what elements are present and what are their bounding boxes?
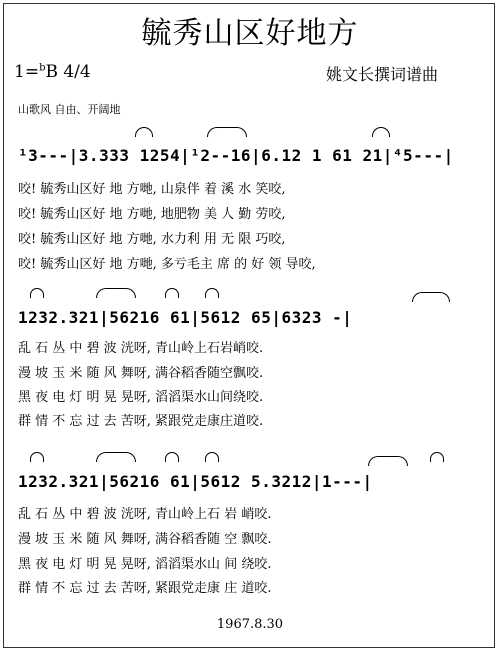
lyric-line: 乱 石 丛 中 碧 波 洸呀, 青山岭上石 岩 峭咬. bbox=[18, 507, 272, 522]
lyric-line: 咬! 毓秀山区好 地 方哋, 地肥物 美 人 勤 劳咬, bbox=[18, 207, 286, 222]
slur-arc bbox=[96, 452, 136, 462]
lyric-line: 群 情 不 忘 过 去 苦呀, 紧跟党走康庄道咬. bbox=[18, 414, 264, 429]
fermata-arc bbox=[205, 452, 219, 462]
lyric-line: 咬! 毓秀山区好 地 方哋, 水力利 用 无 限 巧咬, bbox=[18, 232, 286, 247]
notation-line-3: 1232.321|56216 61|5612 5.3212|1---| bbox=[18, 472, 373, 491]
fermata-arc bbox=[430, 452, 444, 462]
composition-date: 1967.8.30 bbox=[216, 617, 284, 632]
lyric-line: 黑 夜 电 灯 明 晃 晃呀, 滔滔渠水山间绕咬. bbox=[18, 390, 264, 405]
notation-line-1: ¹3---|3.333 1254|¹2--16|6.12 1 61 21|⁴5---| bbox=[18, 146, 454, 165]
slur-arc bbox=[412, 292, 450, 302]
performance-style: 山歌风 自由、开阔地 bbox=[18, 103, 121, 116]
lyric-line: 漫 坡 玉 米 随 风 舞呀, 满谷稻香随 空 飘咬. bbox=[18, 532, 272, 547]
lyric-line: 咬! 毓秀山区好 地 方哋, 山泉伴 着 溪 水 笑咬, bbox=[18, 182, 286, 197]
fermata-arc bbox=[165, 288, 179, 298]
lyric-line: 漫 坡 玉 米 随 风 舞呀, 满谷稻香随空飘咬. bbox=[18, 366, 264, 381]
lyric-line: 黑 夜 电 灯 明 晃 晃呀, 滔滔渠水山 间 绕咬. bbox=[18, 557, 272, 572]
slur-arc bbox=[368, 456, 408, 466]
flat-sign: b bbox=[39, 62, 46, 74]
notation-line-2: 1232.321|56216 61|5612 65|6323 -| bbox=[18, 308, 353, 327]
fermata-arc bbox=[165, 452, 179, 462]
lyric-line: 咬! 毓秀山区好 地 方哋, 多亏毛主 席 的 好 领 导咬, bbox=[18, 257, 316, 272]
key-prefix: 1= bbox=[14, 62, 40, 82]
fermata-arc bbox=[205, 288, 219, 298]
author-credit: 姚文长撰词谱曲 bbox=[326, 65, 439, 84]
slur-arc bbox=[96, 288, 136, 298]
key-and-meter: B 4/4 bbox=[45, 62, 91, 82]
lyric-line: 乱 石 丛 中 碧 波 洸呀, 青山岭上石岩峭咬. bbox=[18, 341, 264, 356]
lyric-line: 群 情 不 忘 过 去 苦呀, 紧跟党走康 庄 道咬. bbox=[18, 581, 272, 596]
slur-arc bbox=[207, 127, 247, 137]
song-title: 毓秀山区好地方 bbox=[141, 16, 359, 51]
fermata-arc bbox=[30, 452, 44, 462]
key-signature bbox=[14, 62, 91, 82]
fermata-arc bbox=[30, 288, 44, 298]
